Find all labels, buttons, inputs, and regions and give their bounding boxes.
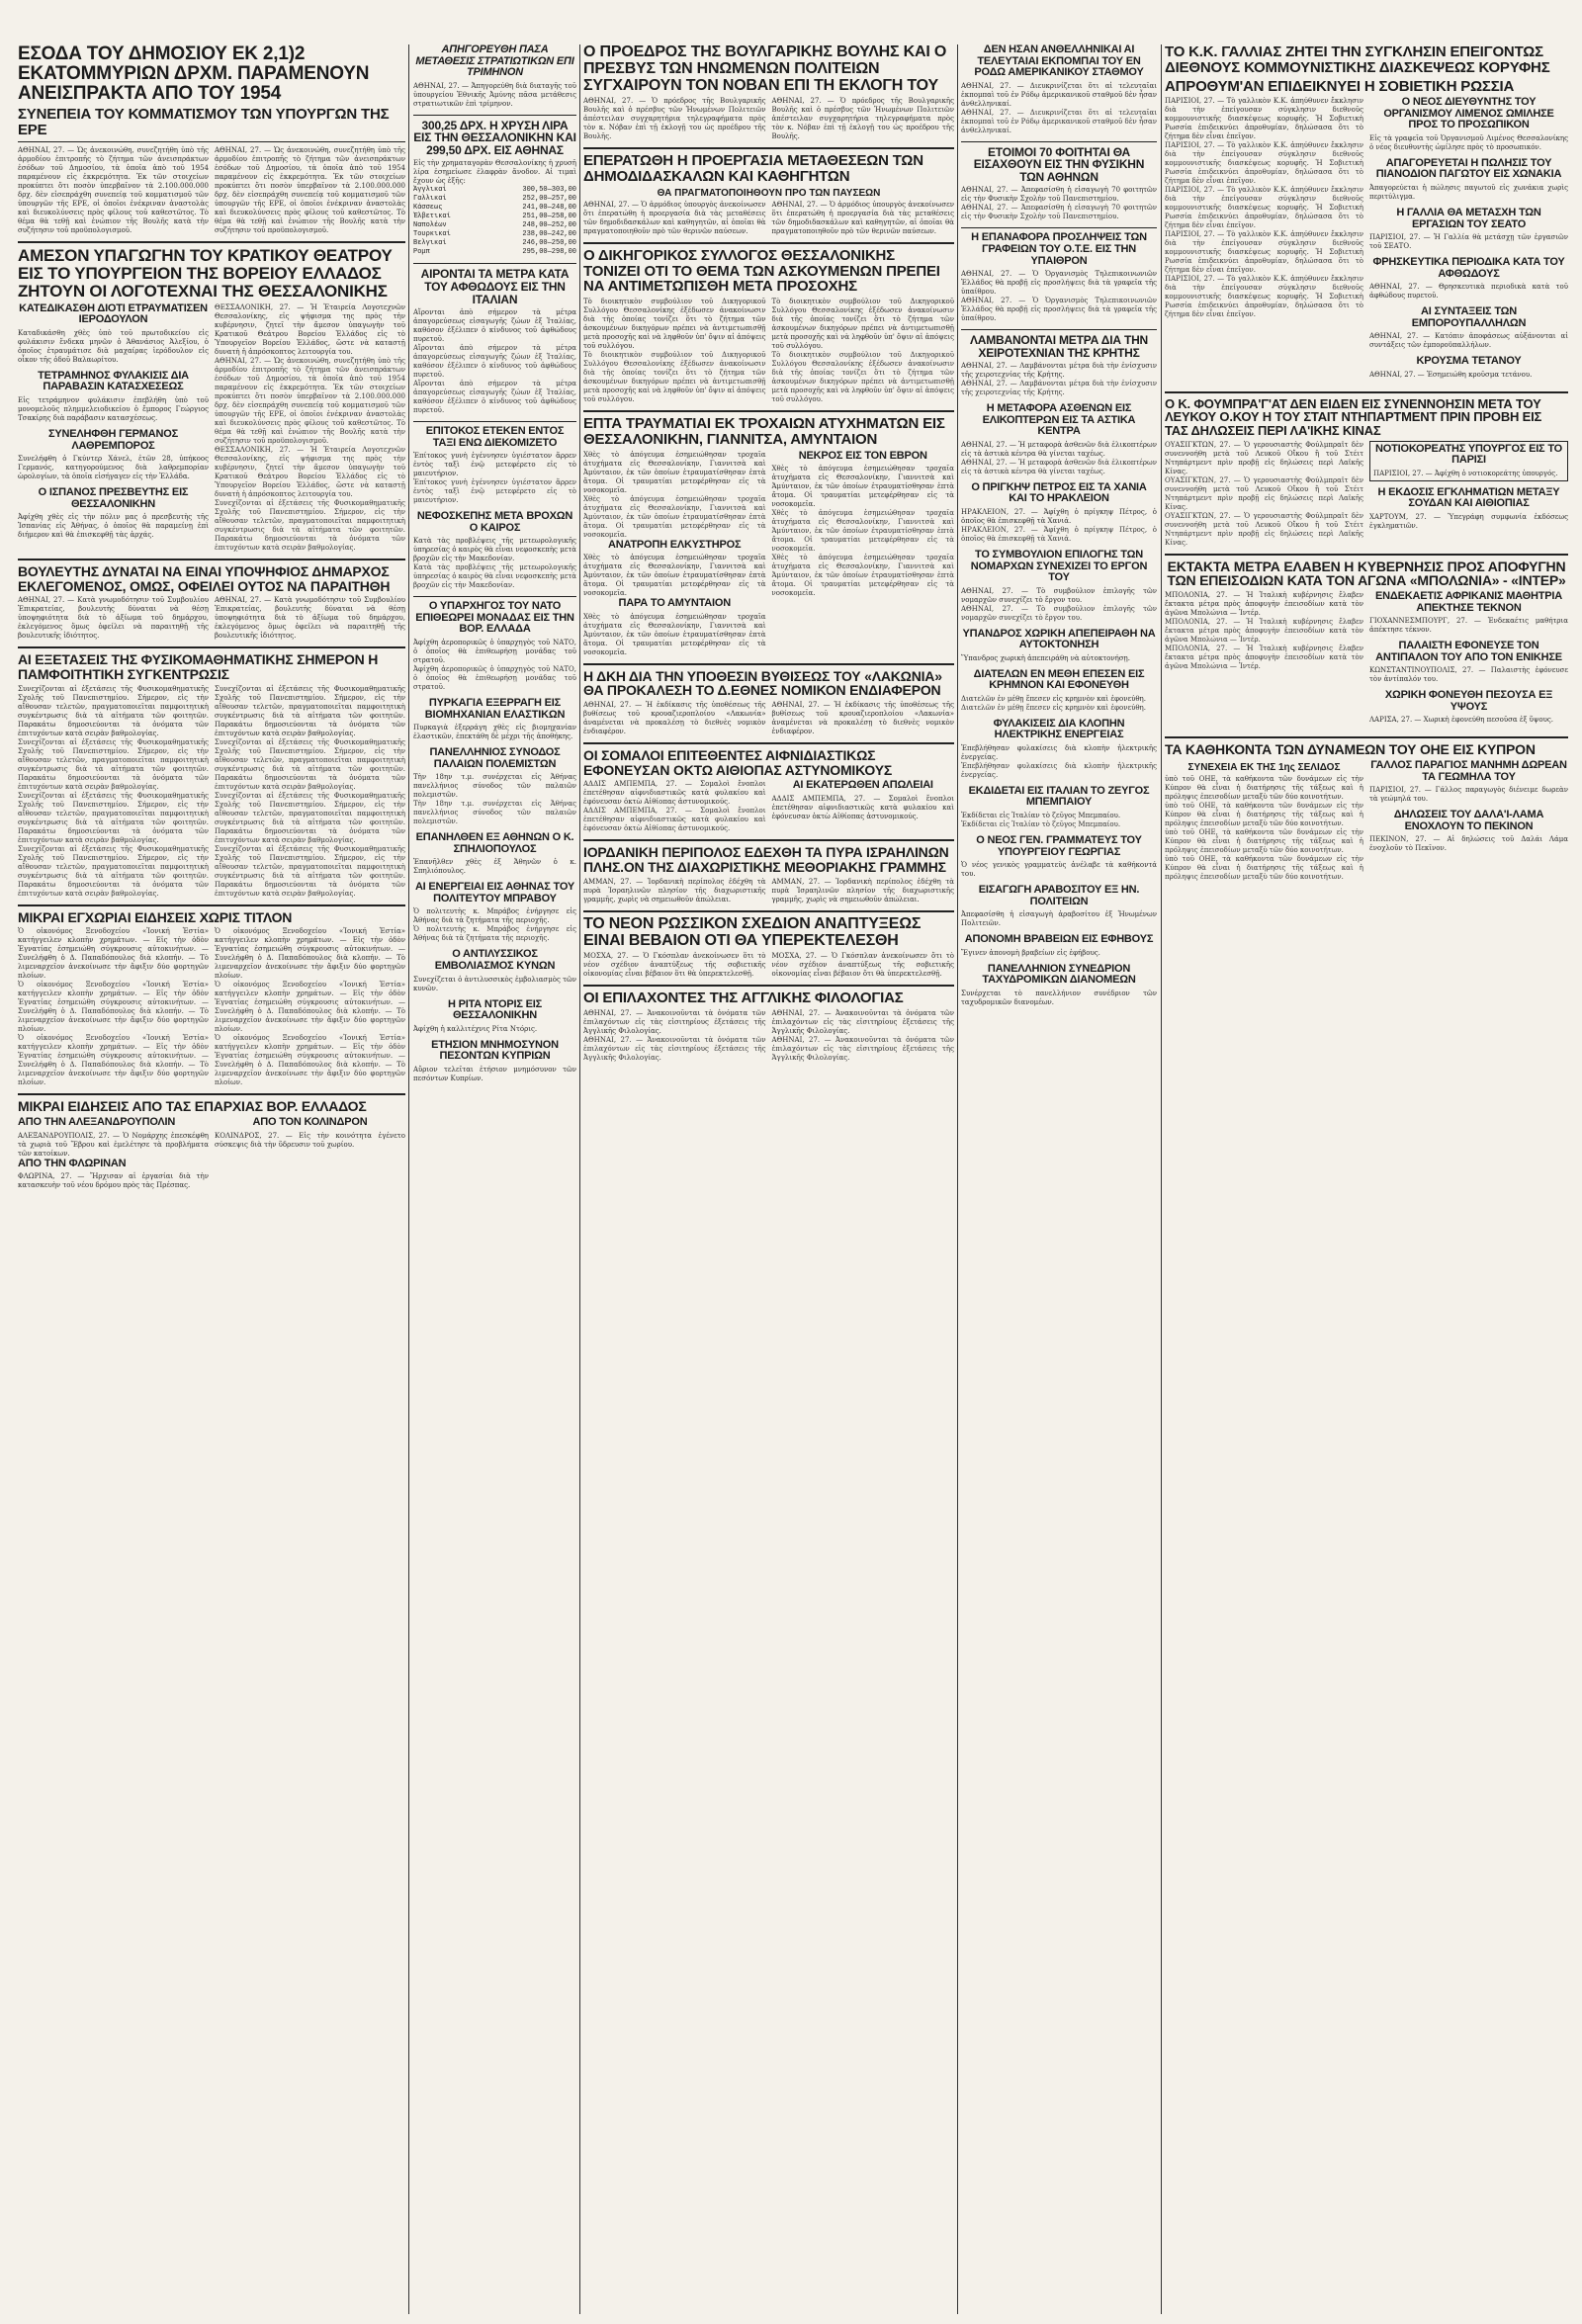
article-body: ΑΘΗΝΑΙ, 27. — Ἀνακοινοῦνται τὰ ὀνόματα τῶν ἐπιλαχόντων εἰς τὰς εἰσιτηρίους ἐξετάσεις τῆς Ἀγγλικῆς Φιλολογίας.: [771, 1009, 954, 1036]
article-body: Ἐκδίδεται εἰς Ἰταλίαν τὸ ζεῦγος Μπεμπαίου.: [961, 812, 1121, 819]
headline: ΧΩΡΙΚΗ ΦΟΝΕΥΘΗ ΠΕΣΟΥΣΑ ΕΞ ΥΨΟΥΣ: [1384, 689, 1553, 713]
article-body: ΑΘΗΝΑΙ, 27. — Ἐσημειώθη κροῦσμα τετάνου.: [1369, 370, 1533, 379]
article-body: Ἐπεβλήθησαν φυλακίσεις διὰ κλοπὴν ἠλεκτρικῆς ἐνεργείας.: [961, 761, 1157, 779]
headline: ΑΠΑΓΟΡΕΥΕΤΑΙ Η ΠΩΛΗΣΙΣ ΤΟΥ ΠΙΑΝΟΔΙΟΝ ΠΑΓΩΤΟΥ ΕΙΣ ΧΩΝΑΚΙΑ: [1375, 156, 1562, 181]
article-body: Συνεχίζονται αἱ ἐξετάσεις τῆς Φυσικομαθηματικῆς Σχολῆς τοῦ Πανεπιστημίου. Σήμερον, εἰς τὴν αἴθουσαν τελετῶν, πραγματοποιεῖται παμφοιτητικὴ συγκέντρωσις διὰ τὰ αἰτήματα τῶν φοιτητῶν. Παρακάτω δημοσιεύονται τὰ ὀνόματα τῶν ἐπιτυχόντων κατὰ σειρὰν βαθμολογίας.: [18, 684, 209, 737]
article-body: ΑΘΗΝΑΙ, 27. — Ὁ πρόεδρος τῆς Βουλγαρικῆς Βουλῆς καὶ ὁ πρέσβυς τῶν Ἡνωμένων Πολιτειῶν ἀπέστειλαν συγχαρητήρια τηλεγραφήματα πρὸς τὸν κ. Νόβαν ἐπὶ τῇ ἐκλογῇ του ὡς προέδρου τῆς Βουλῆς.: [771, 97, 954, 141]
headline: ΛΑΜΒΑΝΟΝΤΑΙ ΜΕΤΡΑ ΔΙΑ ΤΗΝ ΧΕΙΡΟΤΕΧΝΙΑΝ ΤΗΣ ΚΡΗΤΗΣ: [969, 333, 1149, 360]
article-body: Συνεχίζονται αἱ ἐξετάσεις τῆς Φυσικομαθηματικῆς Σχολῆς τοῦ Πανεπιστημίου. Σήμερον, εἰς τὴν αἴθουσαν τελετῶν, πραγματοποιεῖται παμφοιτητικὴ συγκέντρωσις διὰ τὰ αἰτήματα τῶν φοιτητῶν. Παρακάτω δημοσιεύονται τὰ ὀνόματα τῶν ἐπιτυχόντων κατὰ σειρὰν βαθμολογίας.: [18, 737, 209, 791]
lead-story-bulgaria: [583, 44, 954, 141]
article-body: Συνεχίζονται αἱ ἐξετάσεις τῆς Φυσικομαθηματικῆς Σχολῆς τοῦ Πανεπιστημίου. Σήμερον, εἰς τὴν αἴθουσαν τελετῶν, πραγματοποιεῖται παμφοιτητικὴ συγκέντρωσις διὰ τὰ αἰτήματα τῶν φοιτητῶν. Παρακάτω δημοσιεύονται τὰ ὀνόματα τῶν ἐπιτυχόντων κατὰ σειρὰν βαθμολογίας.: [18, 791, 209, 844]
headline: ΔΕΝ ΗΣΑΝ ΑΝΘΕΛΛΗΝΙΚΑΙ ΑΙ ΤΕΛΕΥΤΑΙΑΙ ΕΚΠΟΜΠΑΙ ΤΟΥ ΕΝ ΡΟΔΩ ΑΜΕΡΙΚΑΝΙΚΟΥ ΣΤΑΘΜΟΥ: [974, 44, 1144, 79]
headline: ΠΥΡΚΑΓΙΑ ΕΞΕΡΡΑΓΗ ΕΙΣ ΒΙΟΜΗΧΑΝΙΑΝ ΕΛΑΣΤΙΚΩΝ: [424, 697, 566, 721]
story-bologna-inter: [1165, 559, 1568, 732]
article-body: Ὁ οἰκονόμος Ξενοδοχείου «Ἰονική Ἑστία» κατήγγειλεν κλοπὴν χρημάτων. — Εἰς τὴν ὁδὸν Ἐγνατίας ἐσημειώθη σύγκρουσις αὐτοκινήτων. — Συνελήφθη ὁ Δ. Παπαδόπουλος διὰ κλοπήν. — Τὸ λιμεναρχεῖον ἀνεκοίνωσε τὴν ἄφιξιν δύο φορτηγῶν πλοίων.: [215, 1034, 405, 1087]
small-story: [1369, 760, 1568, 804]
column-4: [961, 44, 1157, 2314]
article-body: ΦΛΩΡΙΝΑ, 27. — Ἤρχισαν αἱ ἐργασίαι διὰ τὴν κατασκευὴν τοῦ νέου δρόμου πρὸς τὰς Πρέσπας.: [18, 1172, 209, 1190]
small-story: [961, 964, 1157, 1007]
article-body: ὑπὸ τοῦ ΟΗΕ, τὰ καθήκοντα τῶν δυνάμεων εἰς τὴν Κύπρον θὰ εἶναι ἡ διατήρησις τῆς τάξεως καὶ ἡ πρόληψις ἐπεισοδίων μεταξὺ τῶν δύο κοινοτήτων.: [1165, 855, 1363, 882]
article-body: Χθὲς τὸ ἀπόγευμα ἐσημειώθησαν τροχαῖα ἀτυχήματα εἰς Θεσσαλονίκην, Γιαννιτσὰ καὶ Ἀμύνταιον, ἐκ τῶν ὁποίων ἐτραυματίσθησαν ἑπτὰ ἄτομα. Οἱ τραυματίαι μετεφέρθησαν εἰς τὰ νοσοκομεῖα.: [771, 509, 954, 554]
article-body: ΗΡΑΚΛΕΙΟΝ, 27. — Ἀφίχθη ὁ πρίγκηψ Πέτρος, ὁ ὁποῖος θὰ ἐπισκεφθῇ τὰ Χανιά.: [961, 507, 1157, 525]
headline: Ο ΑΝΤΙΛΥΣΣΙΚΟΣ ΕΜΒΟΛΙΑΣΜΟΣ ΚΥΝΩΝ: [434, 948, 556, 972]
lead-story-revenue: [18, 44, 405, 235]
headline: ΤΑ ΚΑΘΗΚΟΝΤΑ ΤΩΝ ΔΥΝΑΜΕΩΝ ΤΟΥ ΟΗΕ ΕΙΣ ΚΥΠΡΟΝ: [1165, 741, 1536, 758]
column-3: [583, 44, 954, 2314]
small-story: [961, 482, 1157, 544]
article-body: ΑΘΗΝΑΙ, 27. — Ἡ ἐκδίκασις τῆς ὑποθέσεως τῆς βυθίσεως τοῦ κρουαζιεροπλοίου «Λακωνία» ἀναμένεται νὰ προκαλέσῃ τὸ διεθνὲς νομικὸν ἐνδιαφέρον.: [583, 701, 766, 736]
article-body: Συνελήφθη ὁ Γκύντερ Χάνελ, ἐτῶν 28, ὑπήκοος Γερμανός, κατηγορούμενος διὰ λαθρεμπορίαν ὡρολογίων, τὰ ὁποῖα εἰσήγαγεν εἰς τὴν Ἑλλάδα.: [18, 455, 209, 481]
small-story: [1369, 356, 1568, 380]
article-body: Αἴρονται ἀπὸ σήμερον τὰ μέτρα ἀπαγορεύσεως εἰσαγωγῆς ζώων ἐξ Ἰταλίας, καθόσον ἐξέλιπεν ὁ κίνδυνος τοῦ ἀφθώδους πυρετοῦ.: [413, 344, 576, 380]
small-story: [413, 698, 576, 741]
story-lawyers: [583, 248, 954, 404]
headline: Η ΜΕΤΑΦΟΡΑ ΑΣΘΕΝΩΝ ΕΙΣ ΕΛΙΚΟΠΤΕΡΩΝ ΕΙΣ ΤΑ ΑΣΤΙΚΑ ΚΕΝΤΡΑ: [982, 402, 1136, 438]
article-body: ΑΘΗΝΑΙ, 27. — Ἀπηγορεύθη διὰ διαταγῆς τοῦ ὑπουργείου Ἐθνικῆς Ἀμύνης πᾶσα μετάθεσις στρατιωτικῶν ἐπὶ τρίμηνον.: [413, 81, 576, 108]
headline: ΤΟ ΝΕΟΝ ΡΩΣΣΙΚΟΝ ΣΧΕΔΙΟΝ ΑΝΑΠΤΥΞΕΩΣ ΕΙΝΑΙ ΒΕΒΑΙΟΝ ΟΤΙ ΘΑ ΥΠΕΡΕΚΤΕΛΕΣΘΗ: [583, 914, 922, 949]
small-story: [961, 334, 1157, 397]
story-philology: [583, 990, 954, 1063]
article-body: Ὁ οἰκονόμος Ξενοδοχείου «Ἰονική Ἑστία» κατήγγειλεν κλοπὴν χρημάτων. — Εἰς τὴν ὁδὸν Ἐγνατίας ἐσημειώθη σύγκρουσις αὐτοκινήτων. — Συνελήφθη ὁ Δ. Παπαδόπουλος διὰ κλοπήν. — Τὸ λιμεναρχεῖον ἀνεκοίνωσε τὴν ἄφιξιν δύο φορτηγῶν πλοίων.: [215, 927, 405, 981]
small-story: [961, 629, 1157, 663]
article-body: ΓΙΟΧΑΝΝΕΣΜΠΟΥΡΓ, 27. — Ἑνδεκαέτις μαθήτρια ἀπέκτησε τέκνον.: [1369, 617, 1568, 635]
article-body: ΑΘΗΝΑΙ, 27. — Ἀπεφασίσθη ἡ εἰσαγωγὴ 70 φοιτητῶν εἰς τὴν Φυσικὴν Σχολὴν τοῦ Πανεπιστημίου.: [961, 204, 1157, 221]
article-body: ΑΜΜΑΝ, 27. — Ἰορδανικὴ περίπολος ἐδέχθη τὰ πυρὰ Ἰσραηλινῶν πλησίον τῆς διαχωριστικῆς γραμμῆς, χωρὶς νὰ σημειωθοῦν ἀπώλειαι.: [583, 877, 766, 904]
headline: ΑΙΡΟΝΤΑΙ ΤΑ ΜΕΤΡΑ ΚΑΤΑ ΤΟΥ ΑΦΘΩΔΟΥΣ ΕΙΣ ΤΗΝ ΙΤΑΛΙΑΝ: [420, 267, 570, 306]
article-body: ΑΘΗΝΑΙ, 27. — Κατὰ γνωμοδότησιν τοῦ Συμβουλίου Ἐπικρατείας, βουλευτὴς δύναται νὰ θέσῃ ὑποψηφιότητα διὰ τὸ ἀξίωμα τοῦ δημάρχου, ἐκλεγόμενος ὅμως ὀφείλει νὰ παραιτηθῇ τῆς βουλευτικῆς ἰδιότητος.: [18, 596, 209, 641]
headline: Ο ΝΕΟΣ ΓΕΝ. ΓΡΑΜΜΑΤΕΥΣ ΤΟΥ ΥΠΟΥΡΓΕΙΟΥ ΓΕΩΡΓΙΑΣ: [976, 834, 1142, 858]
article-body: ΜΠΟΛΟΝΙΑ, 27. — Ἡ Ἰταλικὴ κυβέρνησις ἔλαβεν ἔκτακτα μέτρα πρὸς ἀποφυγὴν ἐπεισοδίων κατὰ τὸν ἀγῶνα Μπολώνια — Ἰντέρ.: [1165, 591, 1363, 618]
article-body: ΑΘΗΝΑΙ, 27. — Διευκρινίζεται ὅτι αἱ τελευταῖαι ἐκπομπαὶ τοῦ ἐν Ρόδῳ ἀμερικανικοῦ σταθμοῦ δὲν ἦσαν ἀνθελληνικαί.: [961, 81, 1157, 108]
article-body: ΑΘΗΝΑΙ, 27. — Λαμβάνονται μέτρα διὰ τὴν ἐνίσχυσιν τῆς χειροτεχνίας τῆς Κρήτης.: [961, 380, 1157, 397]
article-body: ΠΑΡΙΣΙΟΙ, 27. — Τὸ γαλλικὸν Κ.Κ. ἀπηύθυνεν ἔκκλησιν διὰ τὴν ἐπείγουσαν σύγκλησιν διεθνοῦς κομμουνιστικῆς διασκέψεως κορυφῆς. Ἡ Σοβιετικὴ Ρωσσία ἐπιδεικνύει ἀπροθυμίαν, δηλώσασα ὅτι τὸ ζήτημα δὲν εἶναι ἐπεῖγον.: [1165, 186, 1363, 230]
small-story: [1369, 591, 1568, 635]
article-body: Αἴρονται ἀπὸ σήμερον τὰ μέτρα ἀπαγορεύσεως εἰσαγωγῆς ζώων ἐξ Ἰταλίας, καθόσον ἐξέλιπεν ὁ κίνδυνος τοῦ ἀφθώδους πυρετοῦ.: [413, 308, 576, 344]
headline: ΑΙ ΕΞΕΤΑΣΕΙΣ ΤΗΣ ΦΥΣΙΚΟΜΑΘΗΜΑΤΙΚΗΣ ΣΗΜΕΡΟΝ Η ΠΑΜΦΟΙΤΗΤΙΚΗ ΣΥΓΚΕΝΤΡΩΣΙΣ: [18, 651, 379, 682]
subheadline: ΣΥΝΕΠΕΙΑ ΤΟΥ ΚΟΜΜΑΤΙΣΜΟΥ ΤΩΝ ΥΠΟΥΡΓΩΝ ΤΗΣ ΕΡΕ: [18, 105, 390, 138]
story-un-cyprus: [1165, 742, 1568, 882]
section-headline: ΑΝΑΤΡΟΠΗ ΕΛΚΥΣΤΗΡΟΣ: [608, 538, 742, 551]
article-body: Ἀφίχθη χθὲς εἰς τὴν πόλιν μας ὁ πρεσβευτὴς τῆς Ἰσπανίας εἰς Ἀθήνας, ὁ ὁποῖος θὰ παραμείνῃ ἐπὶ διήμερον καὶ θὰ ἐπισκεφθῇ τὰς ἀρχάς.: [18, 513, 209, 540]
headline: ΕΚΔΙΔΕΤΑΙ ΕΙΣ ΙΤΑΛΙΑΝ ΤΟ ΖΕΥΓΟΣ ΜΠΕΜΠΑΙΟΥ: [968, 784, 1150, 809]
small-story: [961, 550, 1157, 623]
headline: ΣΥΝΕΛΗΦΘΗ ΓΕΡΜΑΝΟΣ ΛΑΘΡΕΜΠΟΡΟΣ: [48, 428, 178, 452]
article-body: Συνεχίζονται αἱ ἐξετάσεις τῆς Φυσικομαθηματικῆς Σχολῆς τοῦ Πανεπιστημίου. Σήμερον, εἰς τὴν αἴθουσαν τελετῶν, πραγματοποιεῖται παμφοιτητικὴ συγκέντρωσις διὰ τὰ αἰτήματα τῶν φοιτητῶν. Παρακάτω δημοσιεύονται τὰ ὀνόματα τῶν ἐπιτυχόντων κατὰ σειρὰν βαθμολογίας.: [215, 737, 405, 791]
small-story: [413, 1040, 576, 1083]
article-body: ΑΘΗΝΑΙ, 27. — Ἀνακοινοῦνται τὰ ὀνόματα τῶν ἐπιλαχόντων εἰς τὰς εἰσιτηρίους ἐξετάσεις τῆς Ἀγγλικῆς Φιλολογίας.: [771, 1036, 954, 1063]
subheadline: ΑΠΡΟΘΥΜ'ΑΝ ΕΠΙΔΕΙΚΝΥΕΙ Η ΣΟΒΙΕΤΙΚΗ ΡΩΣΣΙΑ: [1165, 77, 1515, 95]
small-story: [413, 511, 576, 590]
story-exams: [18, 652, 405, 898]
article-body: Χθὲς τὸ ἀπόγευμα ἐσημειώθησαν τροχαῖα ἀτυχήματα εἰς Θεσσαλονίκην, Γιαννιτσὰ καὶ Ἀμύνταιον, ἐκ τῶν ὁποίων ἐτραυματίσθησαν ἑπτὰ ἄτομα. Οἱ τραυματίαι μετεφέρθησαν εἰς τὰ νοσοκομεῖα.: [583, 612, 766, 656]
article-body: ὑπὸ τοῦ ΟΗΕ, τὰ καθήκοντα τῶν δυνάμεων εἰς τὴν Κύπρον θὰ εἶναι ἡ διατήρησις τῆς τάξεως καὶ ἡ πρόληψις ἐπεισοδίων μεταξὺ τῶν δύο κοινοτήτων.: [1165, 802, 1363, 828]
article-body: ΜΠΟΛΟΝΙΑ, 27. — Ἡ Ἰταλικὴ κυβέρνησις ἔλαβεν ἔκτακτα μέτρα πρὸς ἀποφυγὴν ἐπεισοδίων κατὰ τὸν ἀγῶνα Μπολώνια — Ἰντέρ.: [1165, 645, 1363, 671]
story-teachers: [583, 153, 954, 236]
article-body: ΑΘΗΝΑΙ, 27. — Θρησκευτικὰ περιοδικὰ κατὰ τοῦ ἀφθώδους πυρετοῦ.: [1369, 283, 1568, 301]
article-body: ΚΩΝΣΤΑΝΤΙΝΟΥΠΟΛΙΣ, 27. — Παλαιστὴς ἐφόνευσε τὸν ἀντίπαλόν του.: [1369, 666, 1568, 684]
column-1: [18, 44, 405, 2314]
article-body: Ὁ οἰκονόμος Ξενοδοχείου «Ἰονική Ἑστία» κατήγγειλεν κλοπὴν χρημάτων. — Εἰς τὴν ὁδὸν Ἐγνατίας ἐσημειώθη σύγκρουσις αὐτοκινήτων. — Συνελήφθη ὁ Δ. Παπαδόπουλος διὰ κλοπήν. — Τὸ λιμεναρχεῖον ἀνεκοίνωσε τὴν ἄφιξιν δύο φορτηγῶν πλοίων.: [215, 981, 405, 1034]
article-body: ΟΥΑΣΙΓΚΤΩΝ, 27. — Ὁ γερουσιαστὴς Φούλμπραϊτ δὲν συνεννοήθη μετὰ τοῦ Λευκοῦ Οἴκου ἢ τοῦ Στέιτ Ντηπάρτμεντ πρὶν προβῇ εἰς δηλώσεις περὶ Λαϊκῆς Κίνας.: [1165, 440, 1363, 475]
article-body: Ἐπίτοκος γυνὴ ἐγέννησεν ὑγιέστατον ἄρρεν ἐντὸς ταξὶ ἐνῷ μετεφέρετο εἰς τὸ μαιευτήριον.: [413, 478, 576, 505]
small-story: [18, 487, 209, 540]
article-body: Εἰς τὴν χρηματαγορὰν Θεσσαλονίκης ἡ χρυσῆ λίρα ἐσημείωσε ἐλαφρὰν ἄνοδον. Αἱ τιμαὶ ἔχουν ὡς ἑξῆς:: [413, 159, 576, 186]
small-story: [1369, 641, 1568, 684]
article-body: ΑΘΗΝΑΙ, 27. — Τὸ συμβούλιον ἐπιλογῆς τῶν νομαρχῶν συνεχίζει τὸ ἔργον του.: [961, 604, 1157, 622]
price-row: Βελγικαί 246,00—250,00: [413, 239, 576, 248]
article-body: ΑΔΔΙΣ ΑΜΠΕΜΠΑ, 27. — Σομαλοὶ ἔνοπλοι ἐπετέθησαν αἰφνιδιαστικῶς κατὰ φυλακίου καὶ ἐφόνευσαν ὀκτὼ Αἰθίοπας ἀστυνομικούς.: [583, 780, 766, 807]
article-body: ΜΠΟΛΟΝΙΑ, 27. — Ἡ Ἰταλικὴ κυβέρνησις ἔλαβεν ἔκτακτα μέτρα πρὸς ἀποφυγὴν ἐπεισοδίων κατὰ τὸν ἀγῶνα Μπολώνια — Ἰντέρ.: [1165, 618, 1363, 645]
small-story: [1369, 487, 1568, 531]
headline: ΒΟΥΛΕΥΤΗΣ ΔΥΝΑΤΑΙ ΝΑ ΕΙΝΑΙ ΥΠΟΨΗΦΙΟΣ ΔΗΜΑΡΧΟΣ ΕΚΛΕΓΟΜΕΝΟΣ, ΟΜΩΣ, ΟΦΕΙΛΕΙ ΟΥΤΟΣ ΝΑ ΠΑΡΑΙΤΗΘΗ: [18, 562, 391, 594]
price-row: Ναπολέων 248,00—252,00: [413, 221, 576, 230]
small-story: [413, 268, 576, 415]
article-body: Ἐπεβλήθησαν φυλακίσεις διὰ κλοπὴν ἠλεκτρικῆς ἐνεργείας.: [961, 743, 1157, 761]
article-body: ΑΘΗΝΑΙ, 27. — Κατόπιν ἀποφάσεως αὐξάνονται αἱ συντάξεις τῶν ἐμποροϋπαλλήλων.: [1369, 332, 1568, 350]
headline: 300,25 ΔΡΧ. Η ΧΡΥΣΗ ΛΙΡΑ ΕΙΣ ΤΗΝ ΘΕΣΣΑΛΟΝΙΚΗΝ ΚΑΙ 299,50 ΔΡΧ. ΕΙΣ ΑΘΗΝΑΣ: [413, 118, 576, 157]
small-story: [961, 403, 1157, 476]
headline: ΙΟΡΔΑΝΙΚΗ ΠΕΡΙΠΟΛΟΣ ΕΔΕΧΘΗ ΤΑ ΠΥΡΑ ΙΣΡΑΗΛΙΝΩΝ ΠΛΗΣ.ΟΝ ΤΗΣ ΔΙΑΧΩΡΙΣΤΙΚΗΣ ΜΕΘΟΡΙΑΚΗΣ ΓΡΑΜΜΗΣ: [583, 844, 949, 876]
price-row: Ἑλβετικαί 251,00—258,00: [413, 213, 576, 221]
article-body: Ἐκδίδεται εἰς Ἰταλίαν τὸ ζεῦγος Μπεμπαίου.: [961, 820, 1121, 828]
article-body: Ὁ οἰκονόμος Ξενοδοχείου «Ἰονική Ἑστία» κατήγγειλεν κλοπὴν χρημάτων. — Εἰς τὴν ὁδὸν Ἐγνατίας ἐσημειώθη σύγκρουσις αὐτοκινήτων. — Συνελήφθη ὁ Δ. Παπαδόπουλος διὰ κλοπήν. — Τὸ λιμεναρχεῖον ἀνεκοίνωσε τὴν ἄφιξιν δύο φορτηγῶν πλοίων.: [18, 927, 209, 981]
headline: ΝΟΤΙΟΚΟΡΕΑΤΗΣ ΥΠΟΥΡΓΟΣ ΕΙΣ ΤΟ ΠΑΡΙΣΙ: [1374, 442, 1562, 467]
small-story: [413, 949, 576, 992]
article-body: ΑΔΔΙΣ ΑΜΠΕΜΠΑ, 27. — Σομαλοὶ ἔνοπλοι ἐπετέθησαν αἰφνιδιαστικῶς κατὰ φυλακίου καὶ ἐφόνευσαν ὀκτὼ Αἰθίοπας ἀστυνομικούς.: [771, 795, 954, 821]
headline: Η ΡΙΤΑ ΝΤΟΡΙΣ ΕΙΣ ΘΕΣΣΑΛΟΝΙΚΗΝ: [448, 997, 542, 1022]
article-body: Τὸ διοικητικὸν συμβούλιον τοῦ Δικηγορικοῦ Συλλόγου Θεσσαλονίκης ἐξέδωσεν ἀνακοίνωσιν διὰ τῆς ὁποίας τονίζει ὅτι τὸ ζήτημα τῶν ἀσκουμένων δικηγόρων πρέπει νὰ ἀντιμετωπισθῇ μετὰ προσοχῆς καὶ νὰ ληφθοῦν ὑπ' ὄψιν αἱ ἀπόψεις τοῦ συλλόγου.: [771, 351, 954, 404]
story-local-news: [18, 910, 405, 1088]
small-story: [1369, 257, 1568, 301]
article-body: ΑΘΗΝΑΙ, 27. — Ἡ μεταφορὰ ἀσθενῶν διὰ ἑλικοπτέρων εἰς τὰ ἀστικὰ κέντρα θὰ γίνεται ταχέως.: [961, 458, 1157, 475]
headline: ΑΙ ΣΥΝΤΑΞΕΙΣ ΤΩΝ ΕΜΠΟΡΟΥΠΑΛΛΗΛΩΝ: [1411, 305, 1527, 329]
article-body: ΧΑΡΤΟΥΜ, 27. — Ὑπεγράφη συμφωνία ἐκδόσεως ἐγκληματιῶν.: [1369, 512, 1568, 530]
headline: ΟΙ ΕΠΙΛΑΧΟΝΤΕΣ ΤΗΣ ΑΓΓΛΙΚΗΣ ΦΙΛΟΛΟΓΙΑΣ: [583, 990, 904, 1007]
headline: ΤΕΤΡΑΜΗΝΟΣ ΦΥΛΑΚΙΣΙΣ ΔΙΑ ΠΑΡΑΒΑΣΙΝ ΚΑΤΑΣΧΕΣΕΩΣ: [38, 369, 189, 393]
small-story: [1369, 208, 1568, 251]
article-body: ΟΥΑΣΙΓΚΤΩΝ, 27. — Ὁ γερουσιαστὴς Φούλμπραϊτ δὲν συνεννοήθη μετὰ τοῦ Λευκοῦ Οἴκου ἢ τοῦ Στέιτ Ντηπάρτμεντ πρὶν προβῇ εἰς δηλώσεις περὶ Λαϊκῆς Κίνας.: [1165, 475, 1363, 511]
small-story: [1369, 810, 1568, 853]
article-body: ΑΘΗΝΑΙ, 27. — Λαμβάνονται μέτρα διὰ τὴν ἐνίσχυσιν τῆς χειροτεχνίας τῆς Κρήτης.: [961, 362, 1157, 380]
article-body: Χθὲς τὸ ἀπόγευμα ἐσημειώθησαν τροχαῖα ἀτυχήματα εἰς Θεσσαλονίκην, Γιαννιτσὰ καὶ Ἀμύνταιον, ἐκ τῶν ὁποίων ἐτραυματίσθησαν ἑπτὰ ἄτομα. Οἱ τραυματίαι μετεφέρθησαν εἰς τὰ νοσοκομεῖα.: [771, 554, 954, 598]
story-israel: [583, 845, 954, 904]
story-fulbright: [1165, 397, 1568, 548]
article-body: Ὁ οἰκονόμος Ξενοδοχείου «Ἰονική Ἑστία» κατήγγειλεν κλοπὴν χρημάτων. — Εἰς τὴν ὁδὸν Ἐγνατίας ἐσημειώθη σύγκρουσις αὐτοκινήτων. — Συνελήφθη ὁ Δ. Παπαδόπουλος διὰ κλοπήν. — Τὸ λιμεναρχεῖον ἀνεκοίνωσε τὴν ἄφιξιν δύο φορτηγῶν πλοίων.: [18, 1034, 209, 1087]
article-body: ΑΘΗΝΑΙ, 27. — Ὁ ἁρμόδιος ὑπουργὸς ἀνεκοίνωσεν ὅτι ἐπερατώθη ἡ προεργασία διὰ τὰς μεταθέσεις τῶν δημοδιδασκάλων καὶ καθηγητῶν, αἱ ὁποῖαι θὰ πραγματοποιηθοῦν πρὸ τῶν θερινῶν παύσεων.: [583, 200, 766, 235]
article-body: Κατὰ τὰς προβλέψεις τῆς μετεωρολογικῆς ὑπηρεσίας ὁ καιρὸς θὰ εἶναι νεφοσκεπὴς μετὰ βροχῶν εἰς τὴν Μακεδονίαν.: [413, 537, 576, 563]
article-body: Ἔγινεν ἀπονομὴ βραβείων εἰς ἐφήβους.: [961, 948, 1100, 957]
headline: ΠΑΝΕΛΛΗΝΙΟΣ ΣΥΝΟΔΟΣ ΠΑΛΑΙΩΝ ΠΟΛΕΜΙΣΤΩΝ: [429, 746, 561, 770]
article-body: Συνεχίζονται αἱ ἐξετάσεις τῆς Φυσικομαθηματικῆς Σχολῆς τοῦ Πανεπιστημίου. Σήμερον, εἰς τὴν αἴθουσαν τελετῶν, πραγματοποιεῖται παμφοιτητικὴ συγκέντρωσις διὰ τὰ αἰτήματα τῶν φοιτητῶν. Παρακάτω δημοσιεύονται τὰ ὀνόματα τῶν ἐπιτυχόντων κατὰ σειρὰν βαθμολογίας.: [215, 684, 405, 737]
small-story: [18, 371, 209, 423]
article-body: Χθὲς τὸ ἀπόγευμα ἐσημειώθησαν τροχαῖα ἀτυχήματα εἰς Θεσσαλονίκην, Γιαννιτσὰ καὶ Ἀμύνταιον, ἐκ τῶν ὁποίων ἐτραυματίσθησαν ἑπτὰ ἄτομα. Οἱ τραυματίαι μετεφέρθησαν εἰς τὰ νοσοκομεῖα.: [583, 450, 766, 494]
small-story: [413, 426, 576, 505]
article-body: ΑΜΜΑΝ, 27. — Ἰορδανικὴ περίπολος ἐδέχθη τὰ πυρὰ Ἰσραηλινῶν πλησίον τῆς διαχωριστικῆς γραμμῆς, χωρὶς νὰ σημειωθοῦν ἀπώλειαι.: [771, 877, 954, 904]
article-body: Συνεχίζονται αἱ ἐξετάσεις τῆς Φυσικομαθηματικῆς Σχολῆς τοῦ Πανεπιστημίου. Σήμερον, εἰς τὴν αἴθουσαν τελετῶν, πραγματοποιεῖται παμφοιτητικὴ συγκέντρωσις διὰ τὰ αἰτήματα τῶν φοιτητῶν. Παρακάτω δημοσιεύονται τὰ ὀνόματα τῶν ἐπιτυχόντων κατὰ σειρὰν βαθμολογίας.: [215, 791, 405, 844]
headline: ΕΝΔΕΚΑΕΤΙΣ ΑΦΡΙΚΑΝΙΣ ΜΑΘΗΤΡΙΑ ΑΠΕΚΤΗΣΕ ΤΕΚΝΟΝ: [1375, 590, 1562, 614]
headline: Ο ΝΕΟΣ ΔΙΕΥΘΥΝΤΗΣ ΤΟΥ ΟΡΓΑΝΙΣΜΟΥ ΛΙΜΕΝΟΣ ΩΜΙΛΗΣΕ ΠΡΟΣ ΤΟ ΠΡΟΣΩΠΙΚΟΝ: [1383, 96, 1554, 131]
headline: ΕΤΟΙΜΟΙ 70 ΦΟΙΤΗΤΑΙ ΘΑ ΕΙΣΑΧΘΟΥΝ ΕΙΣ ΤΗΝ ΦΥΣΙΚΗΝ ΤΩΝ ΑΘΗΝΩΝ: [973, 144, 1145, 184]
article-body: ΠΑΡΙΣΙΟΙ, 27. — Ἡ Γαλλία θὰ μετάσχῃ τῶν ἐργασιῶν τοῦ ΣΕΑΤΟ.: [1369, 233, 1568, 251]
gold-price-table: [413, 186, 576, 257]
article-body: ΗΡΑΚΛΕΙΟΝ, 27. — Ἀφίχθη ὁ πρίγκηψ Πέτρος, ὁ ὁποῖος θὰ ἐπισκεφθῇ τὰ Χανιά.: [961, 525, 1157, 543]
article-body: ΑΘΗΝΑΙ, 27. — Ἡ μεταφορὰ ἀσθενῶν διὰ ἑλικοπτέρων εἰς τὰ ἀστικὰ κέντρα θὰ γίνεται ταχέως.: [961, 440, 1157, 458]
article-body: Διατελῶν ἐν μέθῃ ἔπεσεν εἰς κρημνὸν καὶ ἐφονεύθη.: [961, 703, 1146, 712]
section-headline: ΝΕΚΡΟΣ ΕΙΣ ΤΟΝ ΕΒΡΟΝ: [798, 449, 927, 462]
small-story: [18, 429, 209, 481]
section-headline: ΑΠΟ ΤΟΝ ΚΟΛΙΝΔΡΟΝ: [252, 1115, 368, 1128]
story-mayor: [18, 564, 405, 641]
headline: ΕΠΕΡΑΤΩΘΗ Η ΠΡΟΕΡΓΑΣΙΑ ΜΕΤΑΘΕΣΕΩΝ ΤΩΝ ΔΗΜΟΔΙΔΑΣΚΑΛΩΝ ΚΑΙ ΚΑΘΗΓΗΤΩΝ: [583, 152, 923, 186]
article-body: Ἐπανῆλθεν χθὲς ἐξ Ἀθηνῶν ὁ κ. Σπηλιόπουλος.: [413, 858, 576, 876]
headline: ΑΠΟΝΟΜΗ ΒΡΑΒΕΙΩΝ ΕΙΣ ΕΦΗΒΟΥΣ: [964, 933, 1154, 946]
headline: ΕΤΗΣΙΟΝ ΜΝΗΜΟΣΥΝΟΝ ΠΕΣΟΝΤΩΝ ΚΥΠΡΙΩΝ: [431, 1038, 559, 1063]
article-body: Ὕπανδρος χωρικὴ ἀπεπειράθη νὰ αὐτοκτονήσῃ.: [961, 653, 1130, 662]
headline: ΠΑΝΕΛΛΗΝΙΟΝ ΣΥΝΕΔΡΙΟΝ ΤΑΧΥΔΡΟΜΙΚΩΝ ΔΙΑΝΟΜΕΩΝ: [982, 962, 1136, 987]
article-body: Εἰς τὰ γραφεῖα τοῦ Ὀργανισμοῦ Λιμένος Θεσσαλονίκης ὁ νέος διευθυντὴς ὡμίλησε πρὸς τὸ προσωπικόν.: [1369, 133, 1568, 151]
article-body: Ἀφίχθη ἡ καλλιτέχνις Ρίτα Ντόρις.: [413, 1024, 538, 1033]
headline: ΠΑΛΑΙΣΤΗ ΕΦΟΝΕΥΣΕ ΤΟΝ ΑΝΤΙΠΑΛΟΝ ΤΟΥ ΑΠΟ ΤΟΝ ΕΝΙΚΗΣΕ: [1375, 640, 1562, 663]
section-headline: ΑΙ ΕΚΑΤΕΡΩΘΕΝ ΑΠΩΛΕΙΑΙ: [792, 779, 933, 792]
article-body: Ἀφίχθη ἀεροπορικῶς ὁ ὑπαρχηγὸς τοῦ ΝΑΤΟ, ὁ ὁποῖος θὰ ἐπιθεωρήσῃ μονάδας τοῦ στρατοῦ.: [413, 639, 576, 665]
article-body: Αὔριον τελεῖται ἐτήσιον μνημόσυνον τῶν πεσόντων Κυπρίων.: [413, 1065, 576, 1082]
section-headline: ΑΠΟ ΤΗΝ ΑΛΕΞΑΝΔΡΟΥΠΟΛΙΝ: [18, 1115, 176, 1128]
article-body: Ἀπαγορεύεται ἡ πώλησις παγωτοῦ εἰς χωνάκια χωρὶς περιτύλιγμα.: [1369, 183, 1568, 201]
small-story: [961, 232, 1157, 323]
small-story: [1369, 158, 1568, 202]
article-body: Καταδικάσθη χθὲς ὑπὸ τοῦ πρωτοδικείου εἰς φυλάκισιν ἕνδεκα μηνῶν ὁ Ἀθανάσιος Ἀλεξίου, ὁ ὁποῖος ἐτραυμάτισε διὰ μαχαίρας ἱερόδουλον εἰς οἶκον τῆς ὁδοῦ Βαλαωρίτου.: [18, 328, 209, 364]
headline: ΤΟ Κ.Κ. ΓΑΛΛΙΑΣ ΖΗΤΕΙ ΤΗΝ ΣΥΓΚΛΗΣΙΝ ΕΠΕΙΓΟΝΤΩΣ ΔΙΕΘΝΟΥΣ ΚΟΜΜΟΥΝΙΣΤΙΚΗΣ ΔΙΑΣΚΕΨΕΩΣ ΚΟΡΥΦΗΣ: [1165, 44, 1550, 76]
headline: Η ΔΚΗ ΔΙΑ ΤΗΝ ΥΠΟΘΕΣΙΝ ΒΥΘΙΣΕΩΣ ΤΟΥ «ΛΑΚΩΝΙΑ» ΘΑ ΠΡΟΚΑΛΕΣΗ ΤΟ Δ.ΕΘΝΕΣ ΝΟΜΙΚΟΝ ΕΝΔΙΑΦΕΡΟΝ: [583, 667, 942, 699]
small-story: [961, 719, 1157, 780]
headline: ΑΠΗΓΟΡΕΥΘΗ ΠΑΣΑ ΜΕΤΑΘΕΣΙΣ ΣΤΡΑΤΙΩΤΙΚΩΝ ΕΠΙ ΤΡΙΜΗΝΟΝ: [415, 44, 574, 79]
column-rule: [957, 44, 958, 2314]
article-body: Συνεχίζεται ὁ ἀντιλυσσικὸς ἐμβολιασμὸς τῶν κυνῶν.: [413, 975, 576, 992]
story-gold-price: [413, 120, 576, 258]
article-body: Ἐπίτοκος γυνὴ ἐγέννησεν ὑγιέστατον ἄρρεν ἐντὸς ταξὶ ἐνῷ μετεφέρετο εἰς τὸ μαιευτήριον.: [413, 452, 576, 478]
price-row: Τουρκικαί 238,00—242,00: [413, 230, 576, 239]
lead-story-communist-summit: [1165, 44, 1568, 386]
article-body: Τὸ διοικητικὸν συμβούλιον τοῦ Δικηγορικοῦ Συλλόγου Θεσσαλονίκης ἐξέδωσεν ἀνακοίνωσιν διὰ τῆς ὁποίας τονίζει ὅτι τὸ ζήτημα τῶν ἀσκουμένων δικηγόρων πρέπει νὰ ἀντιμετωπισθῇ μετὰ προσοχῆς καὶ νὰ ληφθοῦν ὑπ' ὄψιν αἱ ἀπόψεις τοῦ συλλόγου.: [771, 298, 954, 351]
headline: ΟΙ ΣΟΜΑΛΟΙ ΕΠΙΤΕΘΕΝΤΕΣ ΑΙΦΝΙΔΙΑΣΤΙΚΩΣ ΕΦΟΝΕΥΣΑΝ ΟΚΤΩ ΑΙΘΙΟΠΑΣ ΑΣΤΥΝΟΜΙΚΟΥΣ: [583, 747, 893, 778]
small-story: [961, 786, 1157, 829]
article-body: ΑΘΗΝΑΙ, 27. — Διευκρινίζεται ὅτι αἱ τελευταῖαι ἐκπομπαὶ τοῦ ἐν Ρόδῳ ἀμερικανικοῦ σταθμοῦ δὲν ἦσαν ἀνθελληνικαί.: [961, 108, 1157, 134]
article-body: ΟΥΑΣΙΓΚΤΩΝ, 27. — Ὁ γερουσιαστὴς Φούλμπραϊτ δὲν συνεννοήθη μετὰ τοῦ Λευκοῦ Οἴκου ἢ τοῦ Στέιτ Ντηπάρτμεντ πρὶν προβῇ εἰς δηλώσεις περὶ Λαϊκῆς Κίνας.: [1165, 511, 1363, 547]
story-theatre: [18, 247, 405, 553]
article-body: Συνέρχεται τὸ πανελλήνιον συνέδριον τῶν ταχυδρομικῶν διανομέων.: [961, 989, 1157, 1006]
article-body: ΑΘΗΝΑΙ, 27. — Ὁ ἁρμόδιος ὑπουργὸς ἀνεκοίνωσεν ὅτι ἐπερατώθη ἡ προεργασία διὰ τὰς μεταθέσεις τῶν δημοδιδασκάλων καὶ καθηγητῶν, αἱ ὁποῖαι θὰ πραγματοποιηθοῦν πρὸ τῶν θερινῶν παύσεων.: [771, 200, 954, 235]
story-provinces: [18, 1099, 405, 1190]
article-body: Συνεχίζονται αἱ ἐξετάσεις τῆς Φυσικομαθηματικῆς Σχολῆς τοῦ Πανεπιστημίου. Σήμερον, εἰς τὴν αἴθουσαν τελετῶν, πραγματοποιεῖται παμφοιτητικὴ συγκέντρωσις διὰ τὰ αἰτήματα τῶν φοιτητῶν. Παρακάτω δημοσιεύονται τὰ ὀνόματα τῶν ἐπιτυχόντων κατὰ σειρὰν βαθμολογίας.: [215, 844, 405, 898]
article-body: Συνεχίζονται αἱ ἐξετάσεις τῆς Φυσικομαθηματικῆς Σχολῆς τοῦ Πανεπιστημίου. Σήμερον, εἰς τὴν αἴθουσαν τελετῶν, πραγματοποιεῖται παμφοιτητικὴ συγκέντρωσις διὰ τὰ αἰτήματα τῶν φοιτητῶν. Παρακάτω δημοσιεύονται τὰ ὀνόματα τῶν ἐπιτυχόντων κατὰ σειρὰν βαθμολογίας.: [215, 498, 405, 552]
article-body: Συνεχίζονται αἱ ἐξετάσεις τῆς Φυσικομαθηματικῆς Σχολῆς τοῦ Πανεπιστημίου. Σήμερον, εἰς τὴν αἴθουσαν τελετῶν, πραγματοποιεῖται παμφοιτητικὴ συγκέντρωσις διὰ τὰ αἰτήματα τῶν φοιτητῶν. Παρακάτω δημοσιεύονται τὰ ὀνόματα τῶν ἐπιτυχόντων κατὰ σειρὰν βαθμολογίας.: [18, 844, 209, 898]
headline: ΜΙΚΡΑΙ ΕΓΧΩΡΙΑΙ ΕΙΔΗΣΕΙΣ ΧΩΡΙΣ ΤΙΤΛΟΝ: [18, 908, 293, 925]
story-soviet-plan: [583, 916, 954, 980]
article-body: ὑπὸ τοῦ ΟΗΕ, τὰ καθήκοντα τῶν δυνάμεων εἰς τὴν Κύπρον θὰ εἶναι ἡ διατήρησις τῆς τάξεως καὶ ἡ πρόληψις ἐπεισοδίων μεταξὺ τῶν δύο κοινοτήτων.: [1165, 828, 1363, 855]
article-body: ΘΕΣΣΑΛΟΝΙΚΗ, 27. — Ἡ Ἑταιρεία Λογοτεχνῶν Θεσσαλονίκης, εἰς ψήφισμα της πρὸς τὴν κυβέρνησιν, ζητεῖ τὴν ἄμεσον ὑπαγωγὴν τοῦ Κρατικοῦ Θεάτρου Βορείου Ἑλλάδος εἰς τὸ Ὑπουργεῖον Βορείου Ἑλλάδος, ὥστε νὰ καταστῇ δυνατὴ ἡ ἀπρόσκοπτος λειτουργία του.: [215, 302, 405, 356]
article-body: ΠΑΡΙΣΙΟΙ, 27. — Ἀφίχθη ὁ νοτιοκορεάτης ὑπουργός.: [1373, 469, 1558, 477]
headline: ΓΑΛΛΟΣ ΠΑΡΑΓΙΟΣ ΜΑΝΗΜΗ ΔΩΡΕΑΝ ΤΑ ΓΕΩΜΗΛΑ ΤΟΥ: [1370, 759, 1567, 783]
article-body: Πυρκαγιὰ ἐξερράγη χθὲς εἰς βιομηχανίαν ἐλαστικῶν, ἐπεκτάθη δὲ μέχρι τῆς ἀποθήκης.: [413, 724, 576, 741]
headline: ΥΠΑΝΔΡΟΣ ΧΩΡΙΚΗ ΑΠΕΠΕΙΡΑΘΗ ΝΑ ΑΥΤΟΚΤΟΝΗΣΗ: [962, 627, 1156, 651]
article-body: Ὁ οἰκονόμος Ξενοδοχείου «Ἰονική Ἑστία» κατήγγειλεν κλοπὴν χρημάτων. — Εἰς τὴν ὁδὸν Ἐγνατίας ἐσημειώθη σύγκρουσις αὐτοκινήτων. — Συνελήφθη ὁ Δ. Παπαδόπουλος διὰ κλοπήν. — Τὸ λιμεναρχεῖον ἀνεκοίνωσε τὴν ἄφιξιν δύο φορτηγῶν πλοίων.: [18, 981, 209, 1034]
subheadline: ΣΥΝΕΧΕΙΑ ΕΚ ΤΗΣ 1ης ΣΕΛΙΔΟΣ: [1187, 762, 1341, 774]
headline: ΚΑΤΕΔΙΚΑΣΘΗ ΔΙΟΤΙ ΕΤΡΑΥΜΑΤΙΣΕΝ ΙΕΡΟΔΟΥΛΟΝ: [19, 301, 208, 326]
article-body: Τὸ διοικητικὸν συμβούλιον τοῦ Δικηγορικοῦ Συλλόγου Θεσσαλονίκης ἐξέδωσεν ἀνακοίνωσιν διὰ τῆς ὁποίας τονίζει ὅτι τὸ ζήτημα τῶν ἀσκουμένων δικηγόρων πρέπει νὰ ἀντιμετωπισθῇ μετὰ προσοχῆς καὶ νὰ ληφθοῦν ὑπ' ὄψιν αἱ ἀπόψεις τοῦ συλλόγου.: [583, 298, 766, 351]
article-body: ΜΟΣΧΑ, 27. — Ὁ Γκόσπλαν ἀνεκοίνωσεν ὅτι τὸ νέον σχέδιον ἀναπτύξεως τῆς σοβιετικῆς οἰκονομίας εἶναι βέβαιον ὅτι θὰ ὑπερεκτελεσθῇ.: [771, 952, 954, 979]
article-body: ΑΘΗΝΑΙ, 27. — Ὁ Ὀργανισμὸς Τηλεπικοινωνιῶν Ἑλλάδος θὰ προβῇ εἰς προσλήψεις διὰ τὰ γραφεῖα τῆς ὑπαίθρου.: [961, 270, 1157, 297]
article-body: Τὴν 18ην τ.μ. συνέρχεται εἰς Ἀθήνας πανελλήνιος σύνοδος τῶν παλαιῶν πολεμιστῶν.: [413, 773, 576, 800]
article-body: ΠΕΚΙΝΟΝ, 27. — Αἱ δηλώσεις τοῦ Δαλάι Λάμα ἐνοχλοῦν τὸ Πεκῖνον.: [1369, 835, 1568, 853]
small-story: [1369, 690, 1568, 725]
headline: ΤΟ ΣΥΜΒΟΥΛΙΟΝ ΕΠΙΛΟΓΗΣ ΤΩΝ ΝΟΜΑΡΧΩΝ ΣΥΝΕΧΙΖΕΙ ΤΟ ΕΡΓΟΝ ΤΟΥ: [970, 548, 1148, 584]
small-story: [1369, 441, 1568, 481]
article-body: Κατὰ τὰς προβλέψεις τῆς μετεωρολογικῆς ὑπηρεσίας ὁ καιρὸς θὰ εἶναι νεφοσκεπὴς μετὰ βροχῶν εἰς τὴν Μακεδονίαν.: [413, 563, 576, 590]
subheadline: ΘΑ ΠΡΑΓΜΑΤΟΠΟΙΗΘΟΥΝ ΠΡΟ ΤΩΝ ΠΑΥΣΕΩΝ: [657, 187, 881, 199]
small-story: [961, 934, 1157, 958]
article-body: ΑΘΗΝΑΙ, 27. — Κατὰ γνωμοδότησιν τοῦ Συμβουλίου Ἐπικρατείας, βουλευτὴς δύναται νὰ θέσῃ ὑποψηφιότητα διὰ τὸ ἀξίωμα τοῦ δημάρχου, ἐκλεγόμενος ὅμως ὀφείλει νὰ παραιτηθῇ τῆς βουλευτικῆς ἰδιότητος.: [215, 596, 405, 641]
headline: ΦΡΗΣΚΕΥΤΙΚΑ ΠΕΡΙΟΔΙΚΑ ΚΑΤΑ ΤΟΥ ΑΦΘΩΔΟΥΣ: [1372, 256, 1565, 280]
article-body: ΑΘΗΝΑΙ, 27. — Ὡς ἀνεκοινώθη, συνεζητήθη ὑπὸ τῆς ἁρμοδίου ἐπιτροπῆς τὸ ζήτημα τῶν ἀνεισπράκτων ἐσόδων τοῦ Δημοσίου, τὰ ὁποῖα ἀπὸ τοῦ 1954 παραμένουν εἰς ἐκκρεμότητα. Ἐκ τῶν στοιχείων προκύπτει ὅτι ποσὸν ὑπερβαῖνον τὰ 2.100.000.000 δρχ. δὲν εἰσεπράχθη συνεπείᾳ τοῦ κομματισμοῦ τῶν ὑπουργῶν τῆς ΕΡΕ, οἱ ὁποῖοι ἐνέκριναν ἀναστολὰς καὶ διευκολύνσεις πρὸς φίλους τοῦ καθεστῶτος. Τὸ θέμα θὰ τεθῇ καὶ ἐνώπιον τῆς Βουλῆς κατὰ τὴν συζήτησιν τοῦ προϋπολογισμοῦ.: [18, 146, 209, 235]
small-story: [961, 146, 1157, 222]
headline: Ο ΠΡΙΓΚΗΨ ΠΕΤΡΟΣ ΕΙΣ ΤΑ ΧΑΝΙΑ ΚΑΙ ΤΟ ΗΡΑΚΛΕΙΟΝ: [971, 480, 1147, 505]
headline: ΕΠΤΑ ΤΡΑΥΜΑΤΙΑΙ ΕΚ ΤΡΟΧΑΙΩΝ ΑΤΥΧΗΜΑΤΩΝ ΕΙΣ ΘΕΣΣΑΛΟΝΙΚΗΝ, ΓΙΑΝΝΙΤΣΑ, ΑΜΥΝΤΑΙΟΝ: [583, 415, 945, 448]
story-military-transfers: [413, 44, 576, 109]
article-body: Ἀπεφασίσθη ἡ εἰσαγωγὴ ἀραβοσίτου ἐξ Ἡνωμένων Πολιτειῶν.: [961, 910, 1157, 928]
article-body: Χθὲς τὸ ἀπόγευμα ἐσημειώθησαν τροχαῖα ἀτυχήματα εἰς Θεσσαλονίκην, Γιαννιτσὰ καὶ Ἀμύνταιον, ἐκ τῶν ὁποίων ἐτραυματίσθησαν ἑπτὰ ἄτομα. Οἱ τραυματίαι μετεφέρθησαν εἰς τὰ νοσοκομεῖα.: [771, 465, 954, 509]
headline: Ο Κ. ΦΟΥΜΠΡΑ'Γ'ΑΤ ΔΕΝ ΕΙΔΕΝ ΕΙΣ ΣΥΝΕΝΝΟΗΣΙΝ ΜΕΤΑ ΤΟΥ ΛΕΥΚΟΥ Ο.ΚΟΥ Η ΤΟΥ ΣΤΑΙΤ ΝΤΗΠΑΡΤΜΕΝΤ ΠΡΙΝ ΠΡΟΒΗ ΕΙΣ ΤΑΣ ΔΗΛΩΣΕΙΣ ΠΕΡΙ ΛΑ'ΙΚΗΣ ΚΙΝΑΣ: [1165, 395, 1542, 439]
article-body: ΠΑΡΙΣΙΟΙ, 27. — Τὸ γαλλικὸν Κ.Κ. ἀπηύθυνεν ἔκκλησιν διὰ τὴν ἐπείγουσαν σύγκλησιν διεθνοῦς κομμουνιστικῆς διασκέψεως κορυφῆς. Ἡ Σοβιετικὴ Ρωσσία ἐπιδεικνύει ἀπροθυμίαν, δηλώσασα ὅτι τὸ ζήτημα δὲν εἶναι ἐπεῖγον.: [1165, 141, 1363, 186]
article-body: Ὁ νέος γενικὸς γραμματεὺς ἀνέλαβε τὰ καθήκοντά του.: [961, 861, 1157, 879]
article-body: ΑΘΗΝΑΙ, 27. — Ἀπεφασίσθη ἡ εἰσαγωγὴ 70 φοιτητῶν εἰς τὴν Φυσικὴν Σχολὴν τοῦ Πανεπιστημίου.: [961, 186, 1157, 204]
headline: Ο ΠΡΟΕΔΡΟΣ ΤΗΣ ΒΟΥΛΓΑΡΙΚΗΣ ΒΟΥΛΗΣ ΚΑΙ Ο ΠΡΕΣΒΥΣ ΤΩΝ ΗΝΩΜΕΝΩΝ ΠΟΛΙΤΕΙΩΝ ΣΥΓΧΑΙΡΟΥΝ ΤΟΝ ΝΟΒΑΝ ΕΠΙ ΤΗ ΕΚΛΟΓΗ ΤΟΥ: [583, 44, 947, 94]
story-accidents: [583, 416, 954, 657]
headline: Η ΕΠΑΝΑΦΟΡΑ ΠΡΟΣΛΗΨΕΙΣ ΤΩΝ ΓΡΑΦΕΙΩΝ ΤΟΥ Ο.Τ.Ε. ΕΙΣ ΤΗΝ ΥΠΑΙΘΡΟΝ: [971, 231, 1147, 267]
headline: ΔΙΑΤΕΛΩΝ ΕΝ ΜΕΘΗ ΕΠΕΣΕΝ ΕΙΣ ΚΡΗΜΝΟΝ ΚΑΙ ΕΦΟΝΕΥΘΗ: [973, 667, 1145, 692]
small-story: [18, 303, 209, 365]
article-body: ΠΑΡΙΣΙΟΙ, 27. — Τὸ γαλλικὸν Κ.Κ. ἀπηύθυνεν ἔκκλησιν διὰ τὴν ἐπείγουσαν σύγκλησιν διεθνοῦς κομμουνιστικῆς διασκέψεως κορυφῆς. Ἡ Σοβιετικὴ Ρωσσία ἐπιδεικνύει ἀπροθυμίαν, δηλώσασα ὅτι τὸ ζήτημα δὲν εἶναι ἐπεῖγον.: [1165, 275, 1363, 319]
article-body: ΠΑΡΙΣΙΟΙ, 27. — Γάλλος παραγωγὸς διένειμε δωρεὰν τὰ γεώμηλά του.: [1369, 786, 1568, 804]
headline: ΕΠΙΤΟΚΟΣ ΕΤΕΚΕΝ ΕΝΤΟΣ ΤΑΞΙ ΕΝΩ ΔΙΕΚΟΜΙΖΕΤΟ: [425, 425, 565, 449]
article-body: Ὁ πολιτευτὴς κ. Μπράβος ἐνήργησε εἰς Ἀθήνας διὰ τὰ ζητήματα τῆς περιοχῆς.: [413, 907, 576, 925]
article-body: ΜΟΣΧΑ, 27. — Ὁ Γκόσπλαν ἀνεκοίνωσεν ὅτι τὸ νέον σχέδιον ἀναπτύξεως τῆς σοβιετικῆς οἰκονομίας εἶναι βέβαιον ὅτι θὰ ὑπερεκτελεσθῇ.: [583, 952, 766, 979]
small-story: [961, 669, 1157, 713]
article-body: ΑΘΗΝΑΙ, 27. — Ἡ ἐκδίκασις τῆς ὑποθέσεως τῆς βυθίσεως τοῦ κρουαζιεροπλοίου «Λακωνία» ἀναμένεται νὰ προκαλέσῃ τὸ διεθνὲς νομικὸν ἐνδιαφέρον.: [771, 701, 954, 736]
headline: ΔΗΛΩΣΕΙΣ ΤΟΥ ΔΑΛΑ'Ι-ΛΑΜΑ ΕΝΟΧΛΟΥΝ ΤΟ ΠΕΚΙΝΟΝ: [1393, 809, 1544, 832]
article-body: ὑπὸ τοῦ ΟΗΕ, τὰ καθήκοντα τῶν δυνάμεων εἰς τὴν Κύπρον θὰ εἶναι ἡ διατήρησις τῆς τάξεως καὶ ἡ πρόληψις ἐπεισοδίων μεταξὺ τῶν δύο κοινοτήτων.: [1165, 775, 1363, 802]
price-row: Ἀγγλικαί 300,50—303,00: [413, 186, 576, 195]
small-story: [961, 44, 1157, 135]
small-story: [1369, 97, 1568, 152]
column-2: [413, 44, 576, 2314]
column-5: [1165, 44, 1568, 2314]
small-story: [1369, 306, 1568, 350]
headline: ΕΠΑΝΗΛΘΕΝ ΕΞ ΑΘΗΝΩΝ Ο Κ. ΣΠΗΛΙΟΠΟΥΛΟΣ: [415, 831, 574, 855]
headline: ΕΣΟΔΑ ΤΟΥ ΔΗΜΟΣΙΟΥ ΕΚ 2,1)2 ΕΚΑΤΟΜΜΥΡΙΩΝ ΔΡΧΜ. ΠΑΡΑΜΕΝΟΥΝ ΑΝΕΙΣΠΡΑΚΤΑ ΑΠΟ ΤΟΥ 1954: [18, 44, 370, 104]
article-body: Εἰς τετράμηνον φυλάκισιν ἐπεβλήθη ὑπὸ τοῦ μονομελοῦς πλημμελειοδικείου ὁ ἔμπορος Γεώργιος Τσακίρης διὰ παράβασιν κατασχέσεως.: [18, 396, 209, 423]
column-rule: [408, 44, 409, 2314]
small-story: [961, 885, 1157, 928]
headline: ΚΡΟΥΣΜΑ ΤΕΤΑΝΟΥ: [1416, 355, 1522, 368]
small-story: [413, 601, 576, 692]
small-story: [413, 999, 576, 1034]
price-row: Γαλλικαί 252,00—257,00: [413, 195, 576, 204]
article-body: Χθὲς τὸ ἀπόγευμα ἐσημειώθησαν τροχαῖα ἀτυχήματα εἰς Θεσσαλονίκην, Γιαννιτσὰ καὶ Ἀμύνταιον, ἐκ τῶν ὁποίων ἐτραυματίσθησαν ἑπτὰ ἄτομα. Οἱ τραυματίαι μετεφέρθησαν εἰς τὰ νοσοκομεῖα.: [583, 554, 766, 598]
article-body: Χθὲς τὸ ἀπόγευμα ἐσημειώθησαν τροχαῖα ἀτυχήματα εἰς Θεσσαλονίκην, Γιαννιτσὰ καὶ Ἀμύνταιον, ἐκ τῶν ὁποίων ἐτραυματίσθησαν ἑπτὰ ἄτομα. Οἱ τραυματίαι μετεφέρθησαν εἰς τὰ νοσοκομεῖα.: [583, 494, 766, 539]
small-story: [413, 832, 576, 876]
article-body: ΚΟΛΙΝΔΡΟΣ, 27. — Εἰς τὴν κοινότητα ἐγένετο σύσκεψις διὰ τὴν ὕδρευσιν τοῦ χωρίου.: [215, 1131, 405, 1149]
article-body: ΑΘΗΝΑΙ, 27. — Ἀνακοινοῦνται τὰ ὀνόματα τῶν ἐπιλαχόντων εἰς τὰς εἰσιτηρίους ἐξετάσεις τῆς Ἀγγλικῆς Φιλολογίας.: [583, 1036, 766, 1063]
section-headline: ΠΑΡΑ ΤΟ ΑΜΥΝΤΑΙΟΝ: [618, 597, 732, 610]
headline: Η ΕΚΔΟΣΙΣ ΕΓΚΛΗΜΑΤΙΩΝ ΜΕΤΑΞΥ ΣΟΥΔΑΝ ΚΑΙ ΑΙΘΙΟΠΙΑΣ: [1377, 485, 1560, 510]
headline: ΝΕΦΟΣΚΕΠΗΣ ΜΕΤΑ ΒΡΟΧΩΝ Ο ΚΑΙΡΟΣ: [416, 510, 573, 534]
article-body: Ὁ πολιτευτὴς κ. Μπράβος ἐνήργησε εἰς Ἀθήνας διὰ τὰ ζητήματα τῆς περιοχῆς.: [413, 925, 576, 943]
column-rule: [1161, 44, 1162, 2314]
column-rule: [579, 44, 580, 2314]
article-body: ΑΘΗΝΑΙ, 27. — Ὁ πρόεδρος τῆς Βουλγαρικῆς Βουλῆς καὶ ὁ πρέσβυς τῶν Ἡνωμένων Πολιτειῶν ἀπέστειλαν συγχαρητήρια τηλεγραφήματα πρὸς τὸν κ. Νόβαν ἐπὶ τῇ ἐκλογῇ του ὡς προέδρου τῆς Βουλῆς.: [583, 97, 766, 141]
article-body: ΛΑΡΙΣΑ, 27. — Χωρικὴ ἐφονεύθη πεσοῦσα ἐξ ὕψους.: [1369, 716, 1554, 725]
headline: Ο ΔΙΚΗΓΟΡΙΚΟΣ ΣΥΛΛΟΓΟΣ ΘΕΣΣΑΛΟΝΙΚΗΣ ΤΟΝΙΖΕΙ ΟΤΙ ΤΟ ΘΕΜΑ ΤΩΝ ΑΣΚΟΥΜΕΝΩΝ ΠΡΕΠΕΙ ΝΑ ΑΝΤΙΜΕΤΩΠΙΣΘΗ ΜΕΤΑ ΠΡΟΣΟΧΗΣ: [583, 246, 940, 296]
article-body: ΑΘΗΝΑΙ, 27. — Ἀνακοινοῦνται τὰ ὀνόματα τῶν ἐπιλαχόντων εἰς τὰς εἰσιτηρίους ἐξετάσεις τῆς Ἀγγλικῆς Φιλολογίας.: [583, 1009, 766, 1036]
headline: Ο ΥΠΑΡΧΗΓΟΣ ΤΟΥ ΝΑΤΟ ΕΠΙΘΕΩΡΕΙ ΜΟΝΑΔΑΣ ΕΙΣ ΤΗΝ ΒΟΡ. ΕΛΛΑΔΑ: [415, 600, 574, 636]
article-body: Διατελῶν ἐν μέθῃ ἔπεσεν εἰς κρημνὸν καὶ ἐφονεύθη.: [961, 694, 1146, 703]
small-story: [961, 835, 1157, 879]
small-story: [413, 882, 576, 943]
section-headline: ΑΠΟ ΤΗΝ ΦΛΩΡΙΝΑΝ: [18, 1157, 127, 1169]
headline: ΕΙΣΑΓΩΓΗ ΑΡΑΒΟΣΙΤΟΥ ΕΞ ΗΝ. ΠΟΛΙΤΕΙΩΝ: [978, 884, 1140, 907]
headline: ΑΙ ΕΝΕΡΓΕΙΑΙ ΕΙΣ ΑΘΗΝΑΣ ΤΟΥ ΠΟΛΙΤΕΥΤΟΥ ΜΠΡΑΒΟΥ: [414, 881, 575, 904]
article-body: Αἴρονται ἀπὸ σήμερον τὰ μέτρα ἀπαγορεύσεως εἰσαγωγῆς ζώων ἐξ Ἰταλίας, καθόσον ἐξέλιπεν ὁ κίνδυνος τοῦ ἀφθώδους πυρετοῦ.: [413, 380, 576, 415]
article-body: ΠΑΡΙΣΙΟΙ, 27. — Τὸ γαλλικὸν Κ.Κ. ἀπηύθυνεν ἔκκλησιν διὰ τὴν ἐπείγουσαν σύγκλησιν διεθνοῦς κομμουνιστικῆς διασκέψεως κορυφῆς. Ἡ Σοβιετικὴ Ρωσσία ἐπιδεικνύει ἀπροθυμίαν, δηλώσασα ὅτι τὸ ζήτημα δὲν εἶναι ἐπεῖγον.: [1165, 230, 1363, 275]
story-somali: [583, 748, 954, 833]
headline: Η ΓΑΛΛΙΑ ΘΑ ΜΕΤΑΣΧΗ ΤΩΝ ΕΡΓΑΣΙΩΝ ΤΟΥ ΣΕΑΤΟ: [1396, 206, 1541, 230]
headline: ΕΚΤΑΚΤΑ ΜΕΤΡΑ ΕΛΑΒΕΝ Η ΚΥΒΕΡΝΗΣΙΣ ΠΡΟΣ ΑΠΟΦΥΓΗΝ ΤΩΝ ΕΠΕΙΣΟΔΙΩΝ ΚΑΤΑ ΤΟΝ ΑΓΩΝΑ «ΜΠΟΛΩΝΙΑ» - «ΙΝΤΕΡ»: [1167, 558, 1566, 589]
headline: Ο ΙΣΠΑΝΟΣ ΠΡΕΣΒΕΥΤΗΣ ΕΙΣ ΘΕΣΣΑΛΟΝΙΚΗΝ: [38, 486, 189, 510]
article-body: ΑΘΗΝΑΙ, 27. — Ὁ Ὀργανισμὸς Τηλεπικοινωνιῶν Ἑλλάδος θὰ προβῇ εἰς προσλήψεις διὰ τὰ γραφεῖα τῆς ὑπαίθρου.: [961, 297, 1157, 323]
article-body: Τὸ διοικητικὸν συμβούλιον τοῦ Δικηγορικοῦ Συλλόγου Θεσσαλονίκης ἐξέδωσεν ἀνακοίνωσιν διὰ τῆς ὁποίας τονίζει ὅτι τὸ ζήτημα τῶν ἀσκουμένων δικηγόρων πρέπει νὰ ἀντιμετωπισθῇ μετὰ προσοχῆς καὶ νὰ ληφθοῦν ὑπ' ὄψιν αἱ ἀπόψεις τοῦ συλλόγου.: [583, 351, 766, 404]
article-body: Τὴν 18ην τ.μ. συνέρχεται εἰς Ἀθήνας πανελλήνιος σύνοδος τῶν παλαιῶν πολεμιστῶν.: [413, 800, 576, 826]
headline: ΑΜΕΣΟΝ ΥΠΑΓΩΓΗΝ ΤΟΥ ΚΡΑΤΙΚΟΥ ΘΕΑΤΡΟΥ ΕΙΣ ΤΟ ΥΠΟΥΡΓΕΙΟΝ ΤΗΣ ΒΟΡΕΙΟΥ ΕΛΛΑΔΟΣ ΖΗΤΟΥΝ ΟΙ ΛΟΓΟΤΕΧΝΑΙ ΤΗΣ ΘΕΣΣΑΛΟΝΙΚΗΣ: [18, 246, 393, 301]
article-body: ΑΛΕΞΑΝΔΡΟΥΠΟΛΙΣ, 27. — Ὁ Νομάρχης ἐπεσκέφθη τὰ χωριὰ τοῦ Ἕβρου καὶ ἐμελέτησε τὰ προβλήματα τῶν κατοίκων.: [18, 1131, 209, 1158]
small-story: [413, 747, 576, 826]
article-body: ΘΕΣΣΑΛΟΝΙΚΗ, 27. — Ἡ Ἑταιρεία Λογοτεχνῶν Θεσσαλονίκης, εἰς ψήφισμα της πρὸς τὴν κυβέρνησιν, ζητεῖ τὴν ἄμεσον ὑπαγωγὴν τοῦ Κρατικοῦ Θεάτρου Βορείου Ἑλλάδος εἰς τὸ Ὑπουργεῖον Βορείου Ἑλλάδος, ὥστε νὰ καταστῇ δυνατὴ ἡ ἀπρόσκοπτος λειτουργία του.: [215, 445, 405, 498]
article-body: ΑΘΗΝΑΙ, 27. — Τὸ συμβούλιον ἐπιλογῆς τῶν νομαρχῶν συνεχίζει τὸ ἔργον του.: [961, 586, 1157, 604]
headline: ΜΙΚΡΑΙ ΕΙΔΗΣΕΙΣ ΑΠΟ ΤΑΣ ΕΠΑΡΧΙΑΣ ΒΟΡ. ΕΛΛΑΔΟΣ: [18, 1098, 367, 1115]
article-body: Ἀφίχθη ἀεροπορικῶς ὁ ὑπαρχηγὸς τοῦ ΝΑΤΟ, ὁ ὁποῖος θὰ ἐπιθεωρήσῃ μονάδας τοῦ στρατοῦ.: [413, 665, 576, 692]
article-body: ΠΑΡΙΣΙΟΙ, 27. — Τὸ γαλλικὸν Κ.Κ. ἀπηύθυνεν ἔκκλησιν διὰ τὴν ἐπείγουσαν σύγκλησιν διεθνοῦς κομμουνιστικῆς διασκέψεως κορυφῆς. Ἡ Σοβιετικὴ Ρωσσία ἐπιδεικνύει ἀπροθυμίαν, δηλώσασα ὅτι τὸ ζήτημα δὲν εἶναι ἐπεῖγον.: [1165, 97, 1363, 141]
headline: ΦΥΛΑΚΙΣΕΙΣ ΔΙΑ ΚΛΟΠΗΝ ΗΛΕΚΤΡΙΚΗΣ ΕΝΕΡΓΕΙΑΣ: [993, 717, 1125, 741]
story-lakonia: [583, 669, 954, 736]
price-row: Ρομπ 295,00—298,00: [413, 248, 576, 257]
article-body: ΑΘΗΝΑΙ, 27. — Ὡς ἀνεκοινώθη, συνεζητήθη ὑπὸ τῆς ἁρμοδίου ἐπιτροπῆς τὸ ζήτημα τῶν ἀνεισπράκτων ἐσόδων τοῦ Δημοσίου, τὰ ὁποῖα ἀπὸ τοῦ 1954 παραμένουν εἰς ἐκκρεμότητα. Ἐκ τῶν στοιχείων προκύπτει ὅτι ποσὸν ὑπερβαῖνον τὰ 2.100.000.000 δρχ. δὲν εἰσεπράχθη συνεπείᾳ τοῦ κομματισμοῦ τῶν ὑπουργῶν τῆς ΕΡΕ, οἱ ὁποῖοι ἐνέκριναν ἀναστολὰς καὶ διευκολύνσεις πρὸς φίλους τοῦ καθεστῶτος. Τὸ θέμα θὰ τεθῇ καὶ ἐνώπιον τῆς Βουλῆς κατὰ τὴν συζήτησιν τοῦ προϋπολογισμοῦ.: [215, 356, 405, 445]
article-body: ΑΔΔΙΣ ΑΜΠΕΜΠΑ, 27. — Σομαλοὶ ἔνοπλοι ἐπετέθησαν αἰφνιδιαστικῶς κατὰ φυλακίου καὶ ἐφόνευσαν ὀκτὼ Αἰθίοπας ἀστυνομικούς.: [583, 807, 766, 833]
price-row: Κάσσεως 241,00—248,00: [413, 204, 576, 213]
article-body: ΑΘΗΝΑΙ, 27. — Ὡς ἀνεκοινώθη, συνεζητήθη ὑπὸ τῆς ἁρμοδίου ἐπιτροπῆς τὸ ζήτημα τῶν ἀνεισπράκτων ἐσόδων τοῦ Δημοσίου, τὰ ὁποῖα ἀπὸ τοῦ 1954 παραμένουν εἰς ἐκκρεμότητα. Ἐκ τῶν στοιχείων προκύπτει ὅτι ποσὸν ὑπερβαῖνον τὰ 2.100.000.000 δρχ. δὲν εἰσεπράχθη συνεπείᾳ τοῦ κομματισμοῦ τῶν ὑπουργῶν τῆς ΕΡΕ, οἱ ὁποῖοι ἐνέκριναν ἀναστολὰς καὶ διευκολύνσεις πρὸς φίλους τοῦ καθεστῶτος. Τὸ θέμα θὰ τεθῇ καὶ ἐνώπιον τῆς Βουλῆς κατὰ τὴν συζήτησιν τοῦ προϋπολογισμοῦ.: [215, 146, 405, 235]
